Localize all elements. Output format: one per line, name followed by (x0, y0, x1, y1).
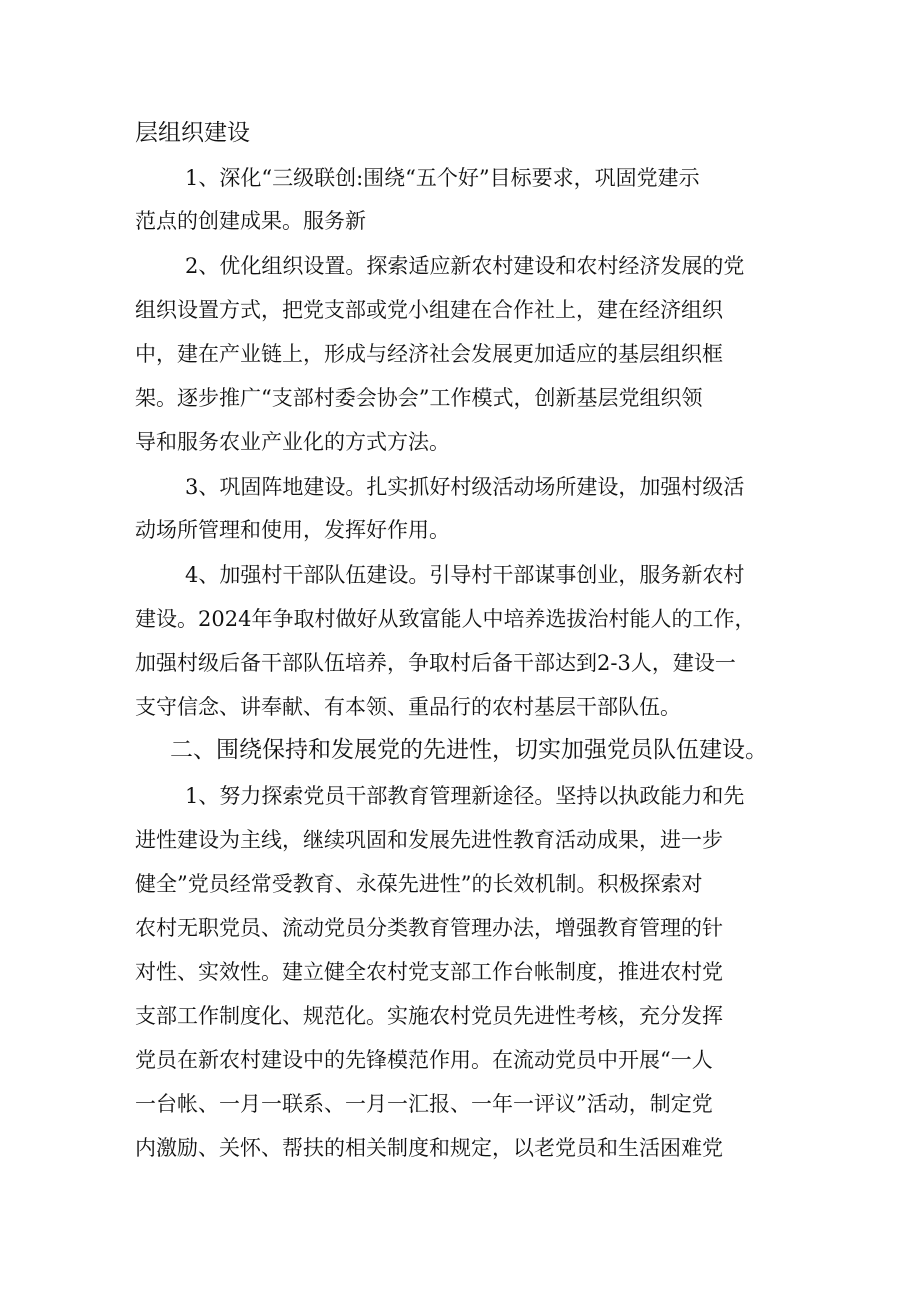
paragraph-line: 3、巩固阵地建设。扎实抓好村级活动场所建设，加强村级活 (185, 475, 745, 499)
paragraph-line: 1、深化“三级联创:围绕“五个好”目标要求，巩固党建示 (185, 166, 700, 190)
paragraph-line: 4、加强村干部队伍建设。引导村干部谋事创业，服务新农村 (185, 563, 745, 587)
paragraph-line: 导和服务农业产业化的方式方法。 (135, 430, 450, 454)
paragraph-line: 支守信念、讲奉献、有本领、重品行的农村基层干部队伍。 (135, 695, 681, 719)
paragraph-line: 范点的创建成果。服务新 (135, 209, 366, 233)
paragraph-line: 1、努力探索党员干部教育管理新途径。坚持以执政能力和先 (185, 784, 745, 808)
paragraph-line: 2、优化组织设置。探索适应新农村建设和农村经济发展的党 (185, 254, 745, 278)
paragraph-line: 动场所管理和使用，发挥好作用。 (135, 518, 450, 542)
paragraph-line: 支部工作制度化、规范化。实施农村党员先进性考核，充分发挥 (135, 1004, 723, 1028)
paragraph-line: 组织设置方式，把党支部或党小组建在合作社上，建在经济组织 (135, 298, 723, 322)
paragraph-line: 对性、实效性。建立健全农村党支部工作台帐制度，推进农村党 (135, 960, 723, 984)
paragraph-line: 农村无职党员、流动党员分类教育管理办法，增强教育管理的针 (135, 916, 723, 940)
paragraph-line: 健全”党员经常受教育、永葆先进性”的长效机制。积极探索对 (135, 872, 703, 896)
paragraph-line: 建设。2024年争取村做好从致富能人中培养选拔治村能人的工作， (135, 607, 756, 631)
paragraph-line: 党员在新农村建设中的先锋模范作用。在流动党员中开展“一人 (135, 1048, 713, 1072)
paragraph-line: 进性建设为主线，继续巩固和发展先进性教育活动成果，进一步 (135, 828, 723, 852)
paragraph-line: 架。逐步推广“支部村委会协会”工作模式，创新基层党组织领 (135, 386, 703, 410)
section-heading-fragment: 层组织建设 (135, 120, 250, 146)
paragraph-line: 内激励、关怀、帮扶的相关制度和规定，以老党员和生活困难党 (135, 1136, 723, 1160)
paragraph-line: 加强村级后备干部队伍培养，争取村后备干部达到2-3人，建设一 (135, 651, 736, 675)
paragraph-line: 中，建在产业链上，形成与经济社会发展更加适应的基层组织框 (135, 342, 723, 366)
paragraph-line: 一台帐、一月一联系、一月一汇报、一年一评议”活动，制定党 (135, 1092, 713, 1116)
section-heading: 二、围绕保持和发展党的先进性，切实加强党员队伍建设。 (170, 737, 768, 763)
